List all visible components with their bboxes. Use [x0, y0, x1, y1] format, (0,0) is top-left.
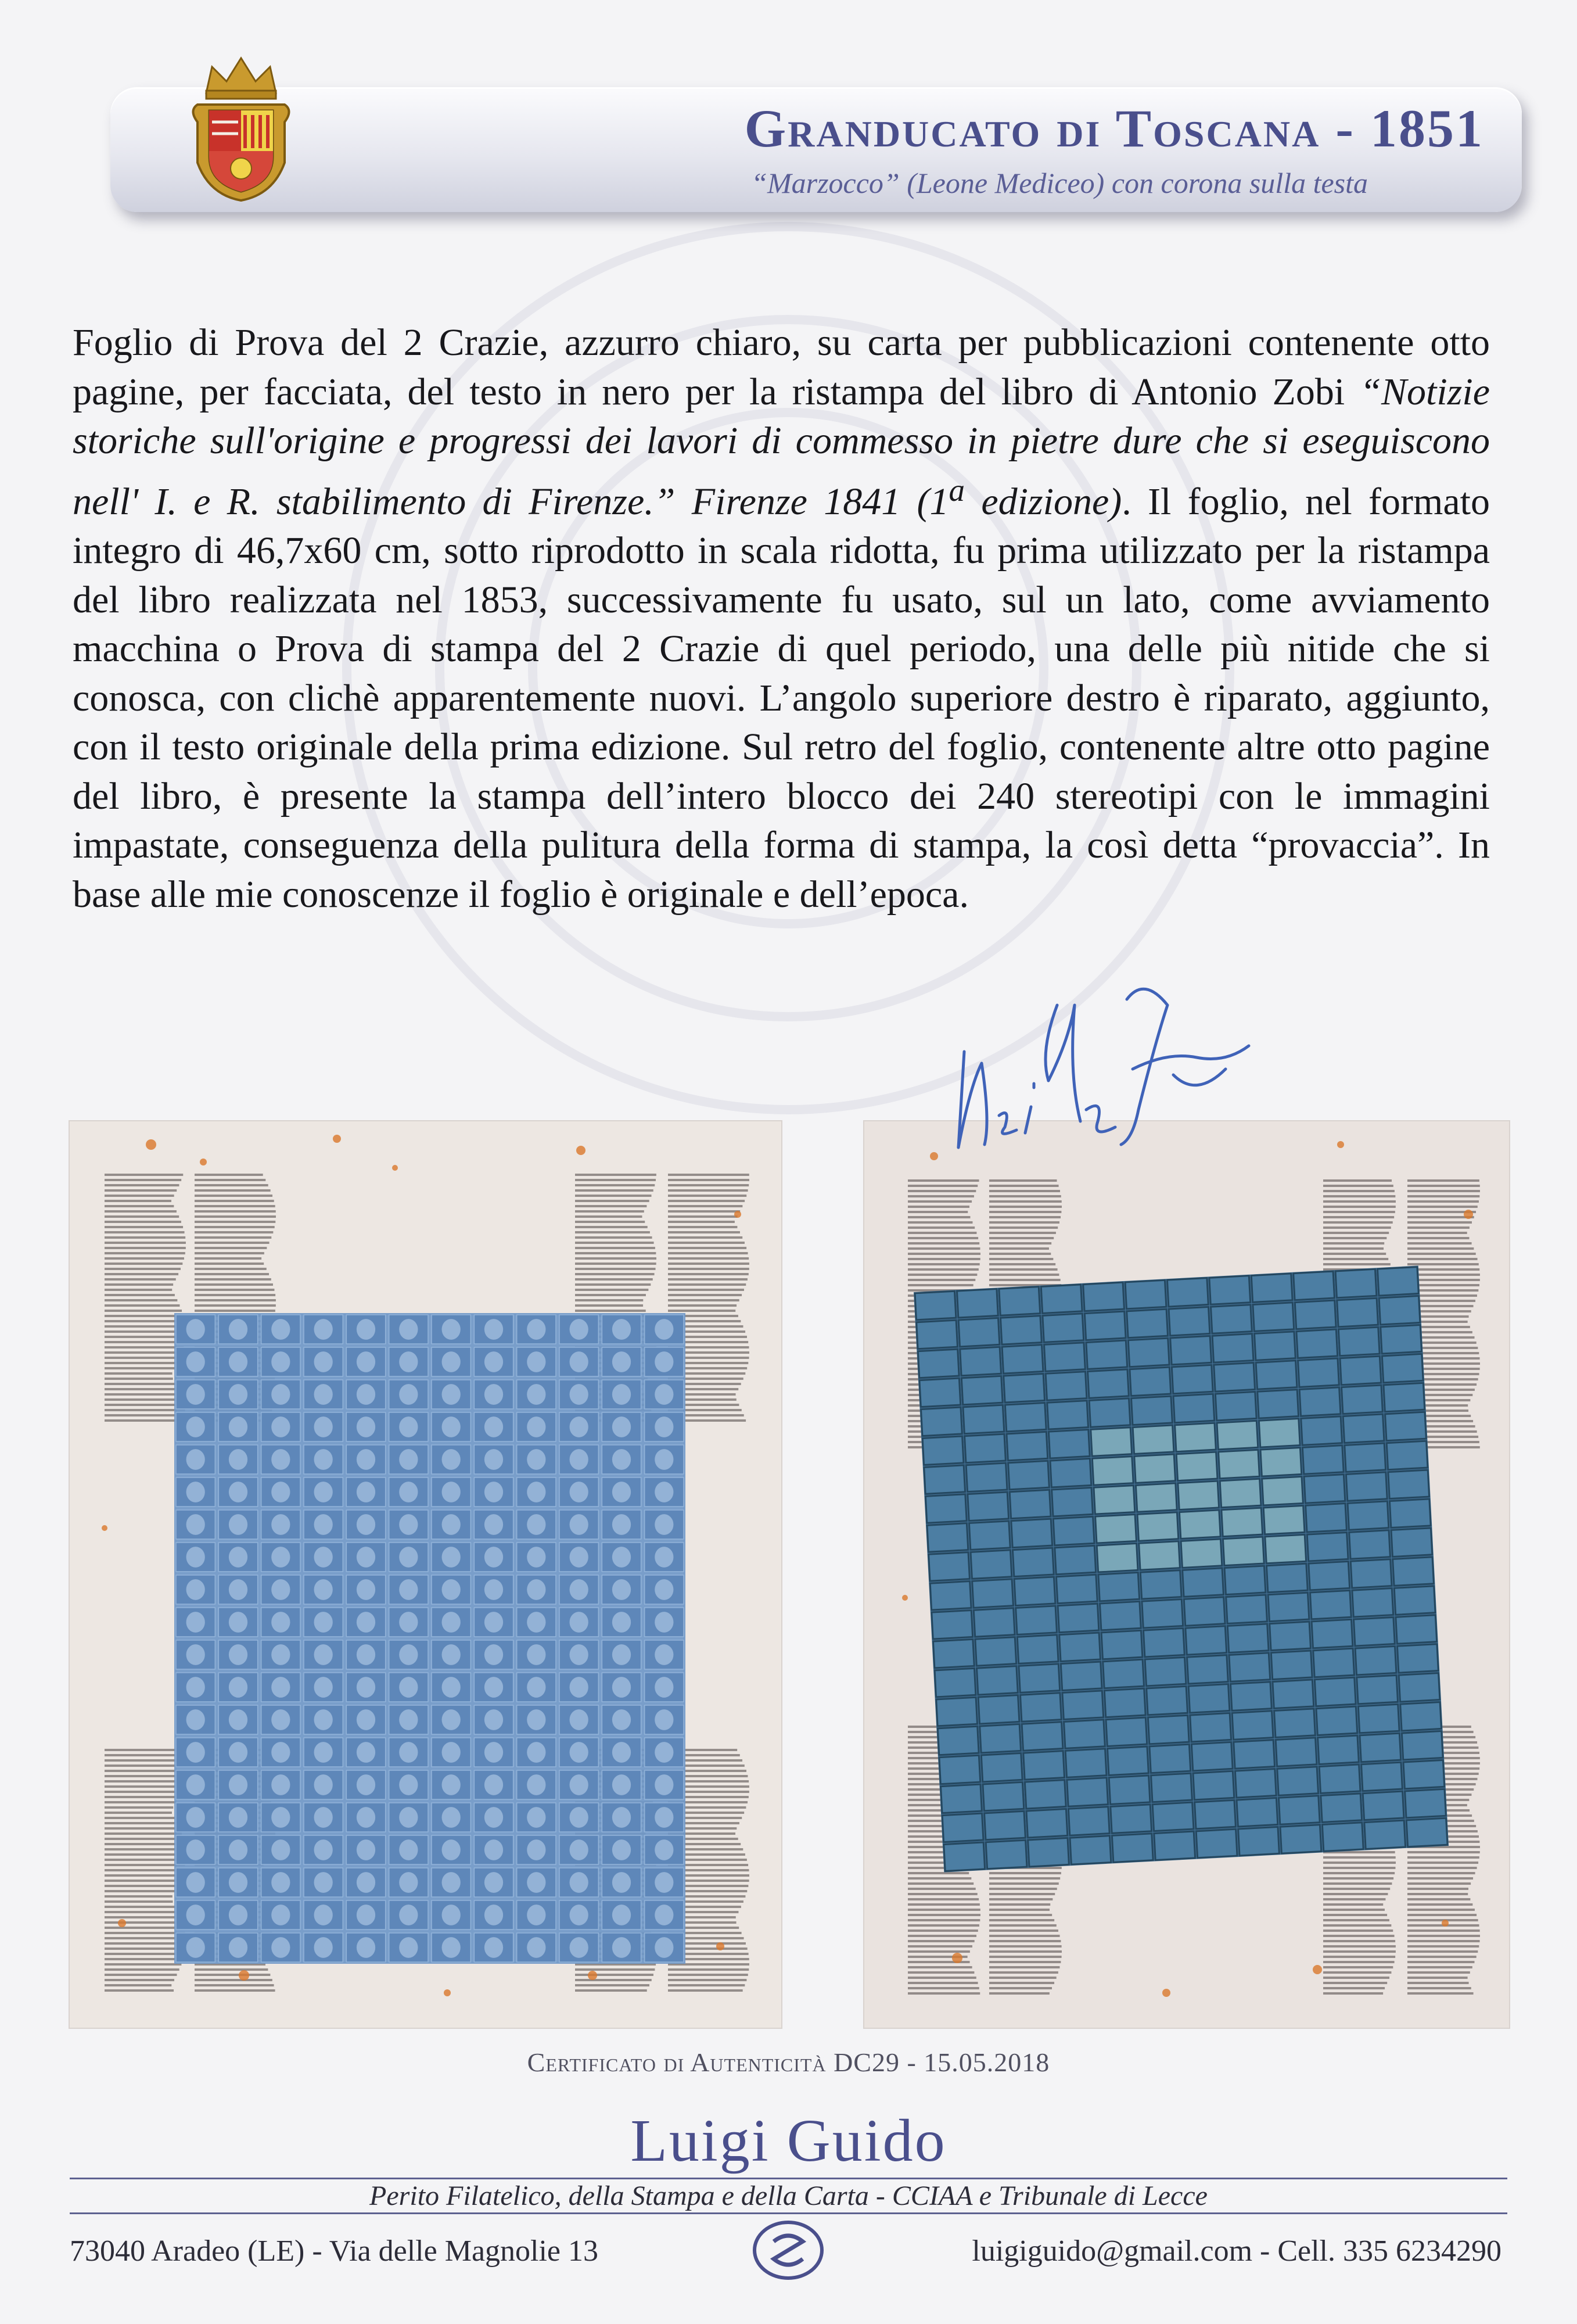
sheet-front-image — [70, 1121, 781, 2028]
page-title: Granducato di Toscana - 1851 — [744, 99, 1484, 158]
address: 73040 Aradeo (LE) - Via delle Magnolie 13 — [70, 2235, 598, 2268]
book-title-segment: “Notizie storiche sull'origine e progressi dei lavori di commesso in pietre dure che si eseguiscono nell' I. e R. stabilimento di Firenze.” Firenze 1841 (1 — [73, 370, 1490, 523]
sheet-front-photo — [70, 1121, 781, 2028]
edition-segment: edizione) — [965, 480, 1122, 523]
page-subtitle: “Marzocco” (Leone Mediceo) con corona sulla testa — [751, 167, 1368, 199]
description-paragraph — [73, 318, 1490, 919]
sheet-back-image — [864, 1121, 1509, 2028]
edition-superscript: a — [949, 472, 965, 508]
description-segment: Foglio di Prova del 2 Crazie, azzurro chiaro, su carta per pubblicazioni contenente otto pagine, per facciata, del testo in nero per la ristampa del libro di Antonio Zobi — [73, 321, 1490, 413]
monogram-logo-icon — [750, 2218, 826, 2282]
coat-of-arms-icon — [186, 52, 296, 203]
signature-icon — [924, 982, 1330, 1156]
expert-role: Perito Filatelico, della Stampa e della Carta - CCIAA e Tribunale di Lecce — [369, 2180, 1208, 2211]
description-text — [73, 318, 1490, 919]
contact-info[interactable]: luigiguido@gmail.com - Cell. 335 6234290 — [972, 2235, 1501, 2268]
divider — [70, 2178, 1507, 2179]
sheet-back-photo — [864, 1121, 1509, 2028]
expert-name: Luigi Guido — [630, 2107, 947, 2174]
certificate-id: Certificato di Autenticità DC29 - 15.05.2018 — [527, 2047, 1050, 2077]
description-segment: . Il foglio, nel formato integro di 46,7x60 cm, sotto riprodotto in scala ridotta, fu prima utilizzato per la ristampa del libro realizzata nel 1853, successivamente fu usato, sul un lato, come avviamento macchina o Prova di stampa del 2 Crazie di quel periodo, una delle più nitide che si conosca, con clichè apparentemente nuovi. L’angolo superiore destro è riparato, aggiunto, con il testo originale della prima edizione. Sul retro del foglio, contenente altre otto pagine del libro, è presente la stampa dell’intero blocco dei 240 stereotipi con le immagini impastate, conseguenza della pulitura della forma di stampa, la così detta “provaccia”. In base alle mie conoscenze il foglio è originale e dell’epoca. — [73, 480, 1490, 916]
divider — [70, 2212, 1507, 2214]
